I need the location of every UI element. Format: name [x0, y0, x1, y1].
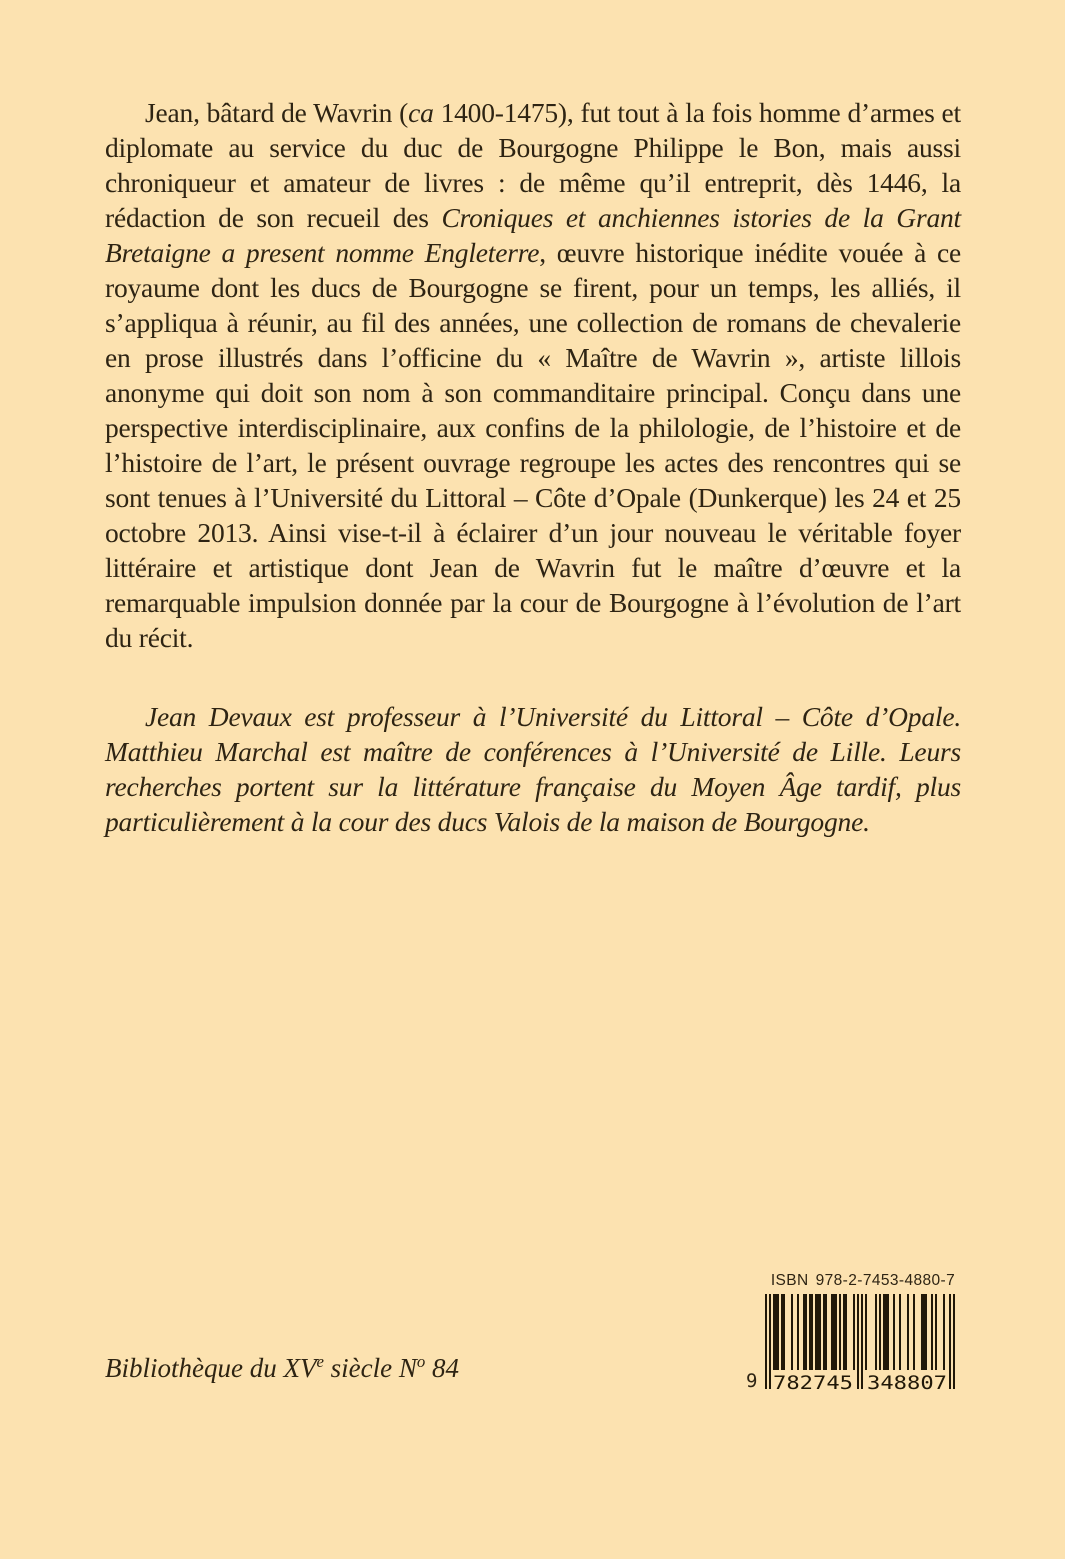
imprint-segment: Bibliothèque du XV	[105, 1353, 317, 1383]
barcode-bar	[773, 1294, 775, 1370]
synopsis-book-title: Croniques et anchiennes istories de la Grant Bretaigne a present nomme Engleterre	[105, 202, 961, 268]
series-imprint	[105, 1352, 459, 1384]
barcode-bar	[833, 1294, 835, 1370]
barcode-bar	[797, 1294, 799, 1370]
barcode-bar	[835, 1294, 837, 1370]
barcode-bar	[811, 1294, 813, 1370]
barcode-bar	[775, 1294, 777, 1370]
barcode-bar	[831, 1294, 833, 1370]
barcode-bar	[913, 1294, 915, 1370]
isbn-prefix: ISBN	[770, 1272, 809, 1289]
barcode-bar	[769, 1294, 771, 1389]
ean-barcode	[746, 1294, 959, 1393]
barcode-bar	[865, 1294, 867, 1370]
isbn-label	[767, 1272, 959, 1290]
barcode-bar	[885, 1294, 887, 1370]
barcode-bar	[783, 1294, 785, 1370]
barcode-bar	[853, 1294, 855, 1370]
barcode-bar	[777, 1294, 779, 1370]
imprint-superscript: o	[416, 1352, 426, 1371]
barcode-bar	[943, 1294, 945, 1370]
barcode-bar	[875, 1294, 877, 1370]
synopsis-segment: Jean, bâtard de Wavrin (	[145, 97, 409, 128]
barcode-bar	[935, 1294, 937, 1370]
barcode-bar	[899, 1294, 901, 1370]
barcode-bar	[843, 1294, 845, 1370]
barcode-bar	[949, 1294, 951, 1389]
barcode-bar	[765, 1294, 767, 1389]
barcode-bar	[907, 1294, 909, 1370]
barcode-bar	[781, 1294, 783, 1370]
authors-paragraph	[105, 699, 961, 839]
barcode-bar	[893, 1294, 895, 1370]
ean-digit-group: 782745	[773, 1372, 854, 1390]
imprint-superscript: e	[316, 1352, 324, 1371]
barcode-bar	[817, 1294, 819, 1370]
barcode-bar	[953, 1294, 955, 1389]
barcode-bar	[791, 1294, 793, 1370]
barcode-bar	[931, 1294, 933, 1370]
barcode-bar	[845, 1294, 847, 1370]
barcode-bar	[883, 1294, 885, 1370]
imprint-segment: 84	[425, 1353, 459, 1383]
barcode-bar	[923, 1294, 925, 1370]
isbn-number: 978-2-7453-4880-7	[815, 1272, 956, 1289]
ean-digit-group: 348807	[867, 1372, 948, 1390]
ean-lead-digit: 9	[746, 1370, 758, 1393]
barcode-bar	[805, 1294, 807, 1370]
isbn-barcode	[746, 1272, 959, 1393]
barcode-bar	[809, 1294, 811, 1370]
barcode-bar	[803, 1294, 805, 1370]
synopsis-segment: 1400-1475), fut tout à la fois homme d’armes et diplomate au service du duc de Bourgogne Philippe le Bon, mais aussi chroniqueur et amateur de livres : de même qu’il entreprit, dès 1446, la rédaction de son recueil des	[105, 97, 961, 233]
barcode-bar	[879, 1294, 881, 1370]
text-block	[105, 95, 961, 839]
barcode-bar	[921, 1294, 923, 1370]
barcode-bar	[825, 1294, 827, 1370]
synopsis-paragraph	[105, 95, 961, 655]
barcode-bar	[819, 1294, 821, 1370]
barcode-bar	[925, 1294, 927, 1370]
synopsis-segment: , œuvre historique inédite vouée à ce royaume dont les ducs de Bourgogne se firent, pour un temps, les alliés, il s’appliqua à réunir, au fil des années, une collection de romans de chevalerie en prose illustrés dans l’officine du « Maître de Wavrin », artiste lillois anonyme qui doit son nom à son commanditaire principal. Conçu dans une perspective interdisciplinaire, aux confins de la philologie, de l’histoire et de l’histoire de l’art, le présent ouvrage regroupe les actes des rencontres qui se sont tenues à l’Université du Littoral – Côte d’Opale (Dunkerque) les 24 et 25 octobre 2013. Ainsi vise-t-il à éclairer d’un jour nouveau le véritable foyer littéraire et artistique dont Jean de Wavrin fut le maître d’œuvre et la remarquable impulsion donnée par la cour de Bourgogne à l’évolution de l’art du récit.	[105, 237, 961, 653]
barcode-bar	[839, 1294, 841, 1370]
authors-note-text: Jean Devaux est professeur à l’Université du Littoral – Côte d’Opale. Matthieu Marchal est maître de conférences à l’Université de Lille. Leurs recherches portent sur la littérature française du Moyen Âge tardif, plus particulièrement à la cour des ducs Valois de la maison de Bourgogne.	[105, 701, 961, 837]
imprint-segment: siècle N	[323, 1353, 417, 1383]
synopsis-segment-italic: ca	[408, 97, 434, 128]
barcode-bar	[861, 1294, 863, 1389]
barcode-bar	[823, 1294, 825, 1370]
barcode-bar	[815, 1294, 817, 1370]
barcode-bars-icon	[764, 1294, 956, 1390]
barcode-bar	[887, 1294, 889, 1370]
barcode-bar	[857, 1294, 859, 1389]
